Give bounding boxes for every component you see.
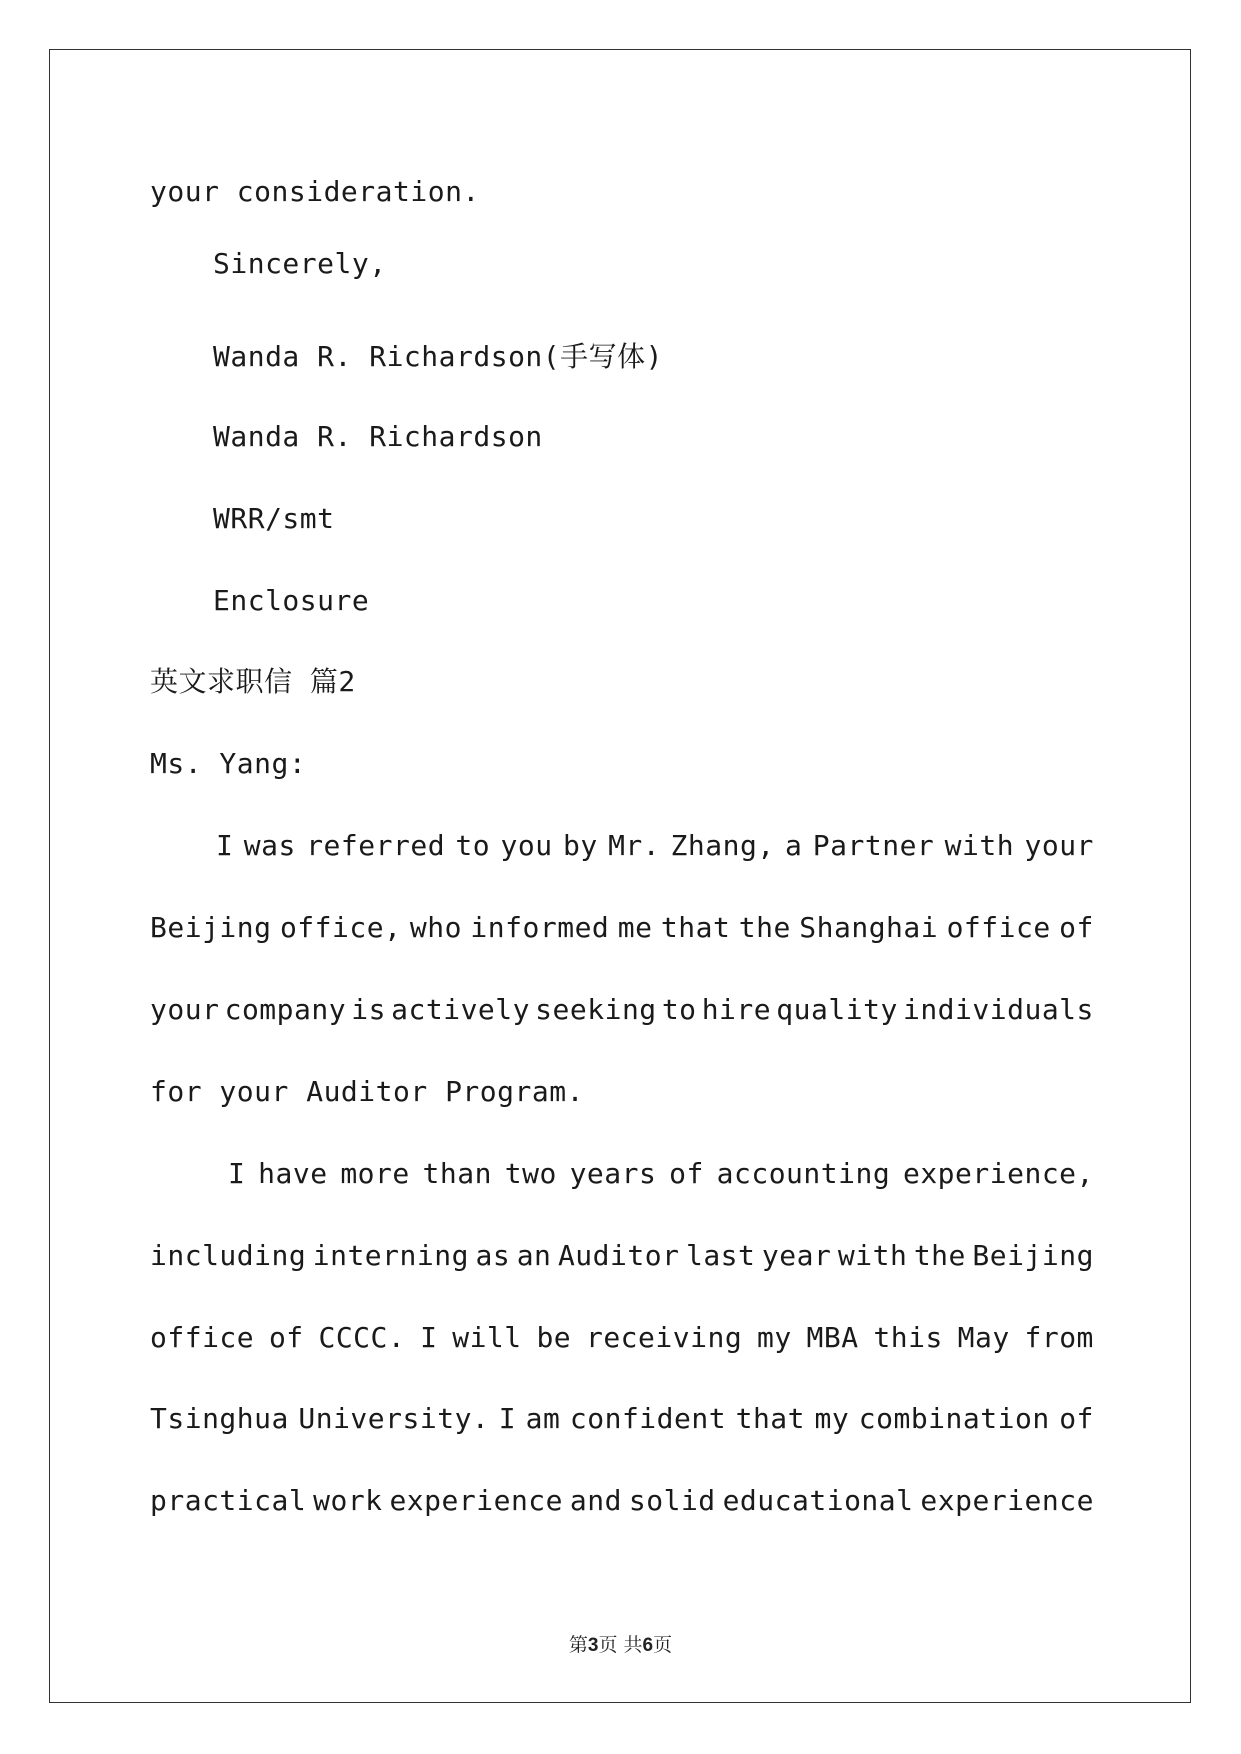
- word: me: [617, 911, 653, 944]
- word: by: [562, 829, 598, 862]
- footer-page-number: 3: [587, 1635, 599, 1656]
- word: actively: [391, 993, 530, 1026]
- enclosure-note: Enclosure: [213, 584, 370, 617]
- word: be: [536, 1321, 572, 1354]
- paragraph-1-line: [150, 992, 1094, 1028]
- word: was: [243, 829, 296, 862]
- signature-typed: Wanda R. Richardson: [213, 420, 543, 453]
- salutation: Ms. Yang:: [150, 747, 307, 780]
- word: your: [150, 993, 220, 1026]
- word: who: [409, 911, 462, 944]
- word: my: [756, 1321, 792, 1354]
- word: that: [735, 1402, 806, 1435]
- word: company: [224, 993, 347, 1026]
- word: office,: [279, 911, 402, 944]
- word: years: [569, 1157, 657, 1190]
- word: from: [1024, 1321, 1094, 1354]
- word: University.: [298, 1402, 490, 1435]
- word: quality: [776, 993, 898, 1026]
- word: a: [785, 829, 803, 862]
- word: to: [661, 993, 697, 1026]
- paragraph-2-line: [150, 1156, 1094, 1192]
- word: office: [946, 911, 1051, 944]
- word: May: [957, 1321, 1010, 1354]
- word: referred: [306, 829, 446, 862]
- word: Shanghai: [799, 911, 939, 944]
- word: have: [258, 1157, 328, 1190]
- word: the: [738, 911, 791, 944]
- word: Partner: [812, 829, 935, 862]
- word: your: [1024, 829, 1094, 862]
- word: I: [420, 1321, 438, 1354]
- word: MBA: [806, 1321, 859, 1354]
- word: seeking: [535, 993, 657, 1026]
- word: that: [660, 911, 731, 944]
- word: experience: [389, 1484, 564, 1517]
- word: solid: [628, 1484, 716, 1517]
- word: hire: [701, 993, 772, 1026]
- word: of: [268, 1321, 304, 1354]
- word: including: [150, 1239, 307, 1272]
- word: as: [475, 1239, 511, 1272]
- word: CCCC.: [318, 1321, 406, 1354]
- word: of: [669, 1157, 704, 1190]
- paragraph-1-last-line: for your Auditor Program.: [150, 1075, 584, 1108]
- word: am: [525, 1402, 561, 1435]
- section-heading: 英文求职信 篇2: [150, 665, 356, 698]
- word: with: [944, 829, 1015, 862]
- word: and: [569, 1484, 622, 1517]
- word: is: [351, 993, 386, 1026]
- word: Auditor: [557, 1239, 680, 1272]
- word: work: [313, 1484, 383, 1517]
- text-line-consideration: your consideration.: [150, 175, 480, 208]
- word: this: [873, 1321, 943, 1354]
- word: accounting: [716, 1157, 891, 1190]
- signature-handwritten: Wanda R. Richardson(手写体): [213, 340, 664, 373]
- word: office: [150, 1321, 255, 1354]
- paragraph-2-line: [150, 1320, 1094, 1356]
- word: I: [216, 829, 234, 862]
- paragraph-1-line: [150, 910, 1094, 946]
- word: of: [1059, 911, 1094, 944]
- footer-total-pages: 6: [642, 1635, 654, 1656]
- paragraph-2-line: [150, 1483, 1094, 1519]
- page-border: [49, 49, 1191, 1703]
- word: more: [340, 1157, 410, 1190]
- word: with: [837, 1239, 908, 1272]
- paragraph-1-line: [150, 828, 1094, 864]
- footer-suffix: 页: [653, 1634, 673, 1656]
- word: an: [516, 1239, 552, 1272]
- closing-sincerely: Sincerely,: [213, 247, 387, 280]
- word: combination: [858, 1402, 1050, 1435]
- word: Beijing: [150, 911, 272, 944]
- word: the: [913, 1239, 966, 1272]
- footer-middle: 页 共: [598, 1634, 643, 1656]
- word: you: [500, 829, 553, 862]
- paragraph-2-line: [150, 1238, 1094, 1274]
- reference-initials: WRR/smt: [213, 502, 335, 535]
- footer-prefix: 第: [568, 1634, 588, 1656]
- word: informed: [470, 911, 610, 944]
- word: confident: [569, 1402, 727, 1435]
- word: my: [814, 1402, 850, 1435]
- word: to: [455, 829, 491, 862]
- word: than: [422, 1157, 492, 1190]
- word: of: [1059, 1402, 1094, 1435]
- word: practical: [150, 1484, 307, 1517]
- word: last: [685, 1239, 756, 1272]
- word: Zhang,: [670, 829, 775, 862]
- word: two: [504, 1157, 557, 1190]
- word: Mr.: [608, 829, 661, 862]
- word: experience,: [902, 1157, 1094, 1190]
- word: individuals: [902, 993, 1094, 1026]
- word: year: [761, 1239, 832, 1272]
- word: Tsinghua: [150, 1402, 289, 1435]
- word: experience: [920, 1484, 1094, 1517]
- word: receiving: [585, 1321, 743, 1354]
- paragraph-2-line: [150, 1401, 1094, 1437]
- word: interning: [312, 1239, 469, 1272]
- word: I: [228, 1157, 246, 1190]
- page-footer: [0, 1630, 1241, 1657]
- word: Beijing: [972, 1239, 1094, 1272]
- word: will: [452, 1321, 522, 1354]
- word: I: [498, 1402, 517, 1435]
- word: educational: [722, 1484, 914, 1517]
